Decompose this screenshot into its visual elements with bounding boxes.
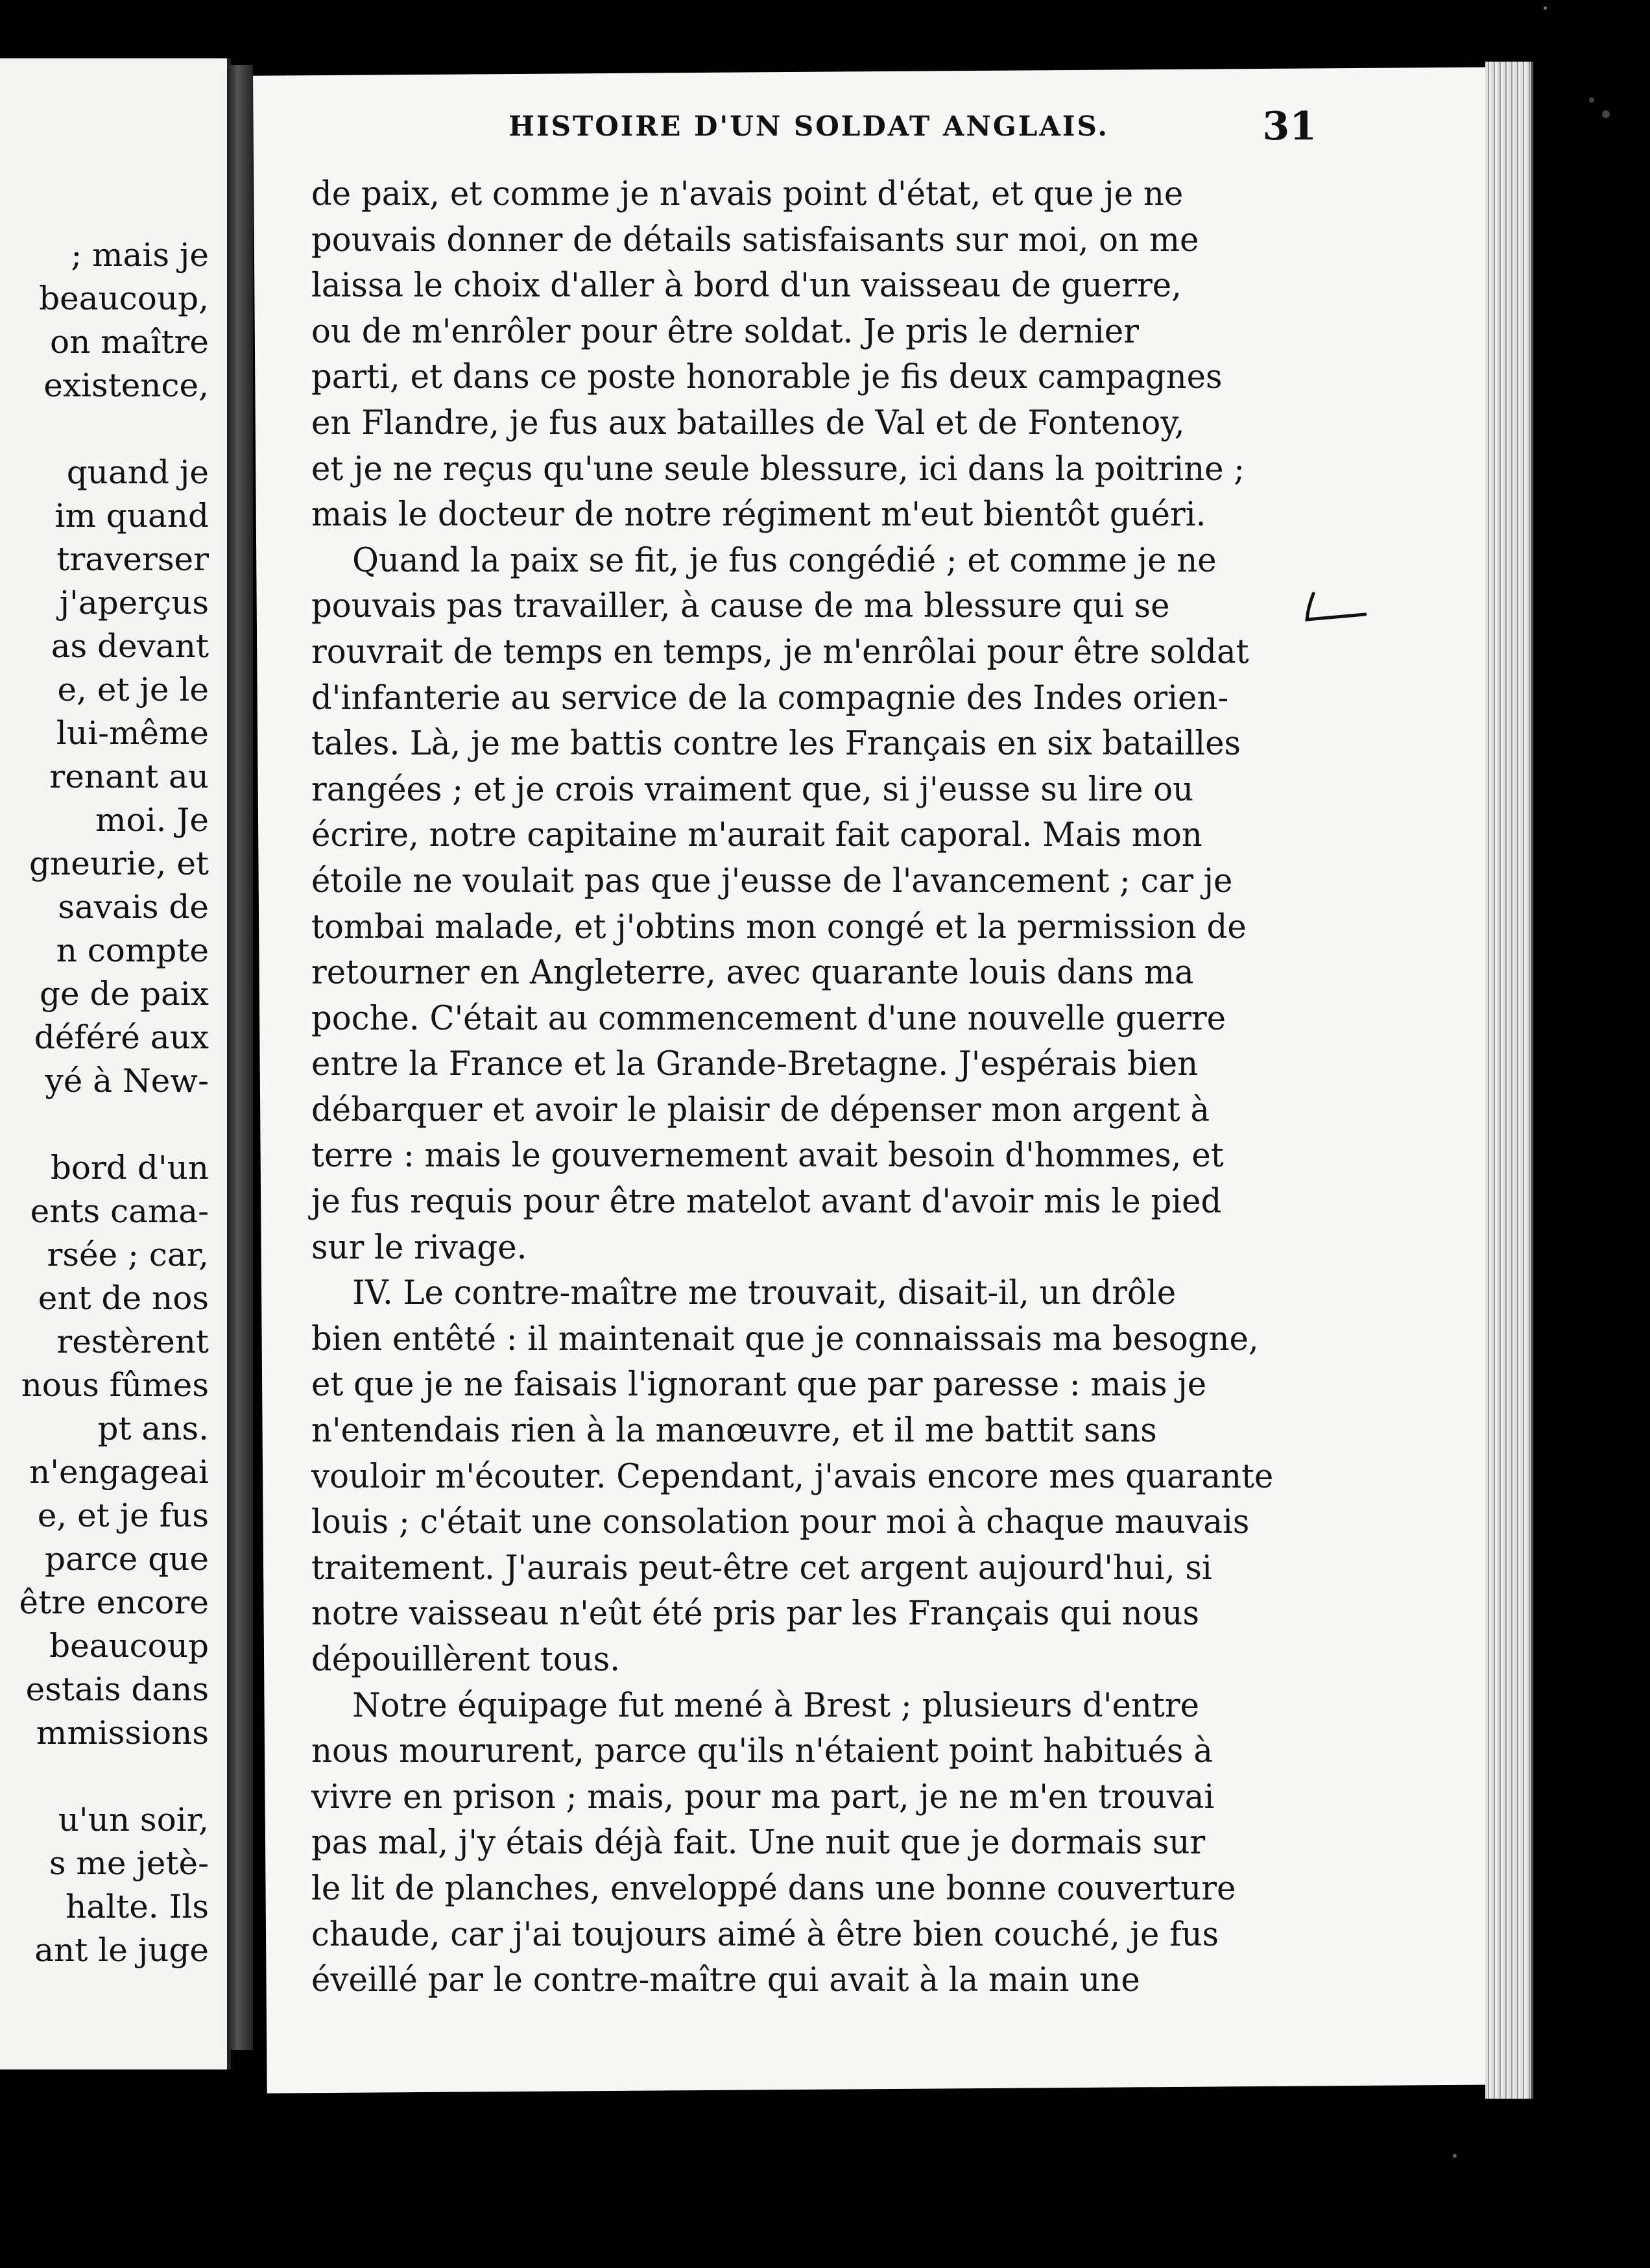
- facing-page-line: e, et je fus: [37, 1497, 209, 1534]
- facing-page-line: bord d'un: [50, 1149, 209, 1187]
- facing-page-line: existence,: [43, 367, 209, 404]
- page-edges: [1485, 62, 1533, 2099]
- text-line: vivre en prison ; mais, pour ma part, je ne m'en trouvai: [311, 1778, 1215, 1816]
- running-title: HISTOIRE D'UN SOLDAT ANGLAIS.: [508, 110, 1109, 142]
- text-line: IV. Le contre-maître me trouvait, disait-il, un drôle: [311, 1274, 1177, 1313]
- text-line: rangées ; et je crois vraiment que, si j'eusse su lire ou: [311, 770, 1194, 809]
- facing-page-line: pt ans.: [97, 1410, 209, 1447]
- facing-page-line: halte. Ils: [66, 1888, 209, 1925]
- text-line: louis ; c'était une consolation pour moi à chaque mauvais: [311, 1503, 1250, 1542]
- text-line: entre la France et la Grande-Bretagne. J'espérais bien: [311, 1045, 1199, 1084]
- facing-page-text: [0, 234, 227, 1972]
- body-text: [311, 172, 1310, 2004]
- facing-page-line: ge de paix: [40, 975, 209, 1013]
- facing-page-line: on maître: [50, 323, 209, 361]
- text-line: mais le docteur de notre régiment m'eut bientôt guéri.: [311, 496, 1206, 535]
- page-number: 31: [1262, 104, 1317, 149]
- facing-page-line: beaucoup: [49, 1627, 209, 1665]
- text-line: et que je ne faisais l'ignorant que par paresse : mais je: [311, 1366, 1207, 1405]
- facing-page-left: [0, 58, 231, 2069]
- text-line: parti, et dans ce poste honorable je fis deux campagnes: [311, 358, 1223, 397]
- text-line: débarquer et avoir le plaisir de dépenser mon argent à: [311, 1091, 1210, 1129]
- text-line: retourner en Angleterre, avec quarante louis dans ma: [311, 954, 1194, 993]
- facing-page-line: quand je: [66, 453, 209, 491]
- facing-page-line: n'engageai: [29, 1453, 209, 1491]
- facing-page-line: n compte: [56, 932, 209, 969]
- facing-page-line: ; mais je: [71, 236, 209, 274]
- facing-page-line: [0, 407, 227, 451]
- facing-page-line: im quand: [54, 497, 209, 535]
- text-line: en Flandre, je fus aux batailles de Val et de Fontenoy,: [311, 404, 1185, 442]
- facing-page-line: estais dans: [25, 1671, 209, 1708]
- text-line: nous moururent, parce qu'ils n'étaient point habitués à: [311, 1732, 1213, 1771]
- facing-page-line: savais de: [58, 888, 209, 926]
- facing-page-line: nous fûmes: [21, 1366, 209, 1404]
- facing-page-line: s me jetè-: [49, 1844, 209, 1882]
- text-line: pouvais pas travailler, à cause de ma blessure qui se: [311, 587, 1170, 626]
- facing-page-line: ant le juge: [34, 1931, 209, 1969]
- facing-page-line: déféré aux: [34, 1019, 209, 1056]
- text-line: ou de m'enrôler pour être soldat. Je pris le dernier: [311, 312, 1139, 351]
- page-header: [279, 97, 1317, 156]
- text-line: et je ne reçus qu'une seule blessure, ici dans la poitrine ;: [311, 450, 1245, 489]
- text-line: pouvais donner de détails satisfaisants sur moi, on me: [311, 221, 1199, 259]
- text-line: je fus requis pour être matelot avant d'avoir mis le pied: [311, 1183, 1222, 1222]
- facing-page-line: mmissions: [36, 1714, 209, 1752]
- facing-page-line: être encore: [19, 1584, 209, 1621]
- facing-page-line: beaucoup,: [39, 280, 209, 317]
- text-line: éveillé par le contre-maître qui avait à la main une: [311, 1961, 1140, 2000]
- text-line: écrire, notre capitaine m'aurait fait caporal. Mais mon: [311, 816, 1202, 855]
- text-line: vouloir m'écouter. Cependant, j'avais encore mes quarante: [311, 1457, 1274, 1496]
- text-line: poche. C'était au commencement d'une nouvelle guerre: [311, 999, 1226, 1038]
- facing-page-line: moi. Je: [95, 801, 209, 839]
- facing-page-line: u'un soir,: [58, 1801, 209, 1839]
- text-line: dépouillèrent tous.: [311, 1641, 620, 1679]
- text-line: laissa le choix d'aller à bord d'un vaisseau de guerre,: [311, 267, 1182, 306]
- text-line: le lit de planches, enveloppé dans une bonne couverture: [311, 1869, 1236, 1908]
- facing-page-line: e, et je le: [57, 671, 209, 708]
- facing-page-line: rsée ; car,: [47, 1236, 209, 1273]
- facing-page-line: parce que: [44, 1540, 209, 1578]
- text-line: traitement. J'aurais peut-être cet argent aujourd'hui, si: [311, 1549, 1212, 1587]
- text-line: tombai malade, et j'obtins mon congé et la permission de: [311, 908, 1247, 947]
- facing-page-line: as devant: [51, 627, 209, 665]
- handwritten-margin-mark: [1300, 587, 1372, 626]
- text-line: chaude, car j'ai toujours aimé à être bien couché, je fus: [311, 1915, 1219, 1954]
- facing-page-line: restèrent: [56, 1323, 209, 1360]
- text-line: terre : mais le gouvernement avait besoin d'hommes, et: [311, 1137, 1224, 1176]
- text-line: Notre équipage fut mené à Brest ; plusieurs d'entre: [311, 1686, 1199, 1725]
- facing-page-line: j'aperçus: [59, 584, 209, 621]
- text-line: tales. Là, je me battis contre les Français en six batailles: [311, 725, 1241, 764]
- facing-page-line: ent de nos: [38, 1279, 209, 1317]
- text-line: notre vaisseau n'eût été pris par les Français qui nous: [311, 1595, 1200, 1634]
- facing-page-line: lui-même: [56, 714, 209, 752]
- text-line: étoile ne voulait pas que j'eusse de l'avancement ; car je: [311, 862, 1233, 900]
- facing-page-line: renant au: [49, 758, 209, 795]
- text-line: n'entendais rien à la manœuvre, et il me battit sans: [311, 1412, 1157, 1451]
- text-line: de paix, et comme je n'avais point d'état, et que je ne: [311, 175, 1184, 213]
- facing-page-line: ents cama-: [30, 1192, 209, 1230]
- facing-page-line: gneurie, et: [29, 845, 209, 882]
- facing-page-line: [0, 1103, 227, 1146]
- facing-page-line: traverser: [56, 540, 209, 578]
- text-line: sur le rivage.: [311, 1228, 527, 1267]
- text-line: d'infanterie au service de la compagnie des Indes orien-: [311, 679, 1229, 718]
- facing-page-line: [0, 1755, 227, 1798]
- text-line: Quand la paix se fit, je fus congédié ; et comme je ne: [311, 541, 1217, 580]
- text-line: pas mal, j'y étais déjà fait. Une nuit que je dormais sur: [311, 1824, 1206, 1863]
- book-gutter: [227, 65, 253, 2050]
- text-line: rouvrait de temps en temps, je m'enrôlai pour être soldat: [311, 633, 1249, 671]
- facing-page-line: yé à New-: [45, 1062, 209, 1100]
- text-line: bien entêté : il maintenait que je connaissais ma besogne,: [311, 1320, 1259, 1358]
